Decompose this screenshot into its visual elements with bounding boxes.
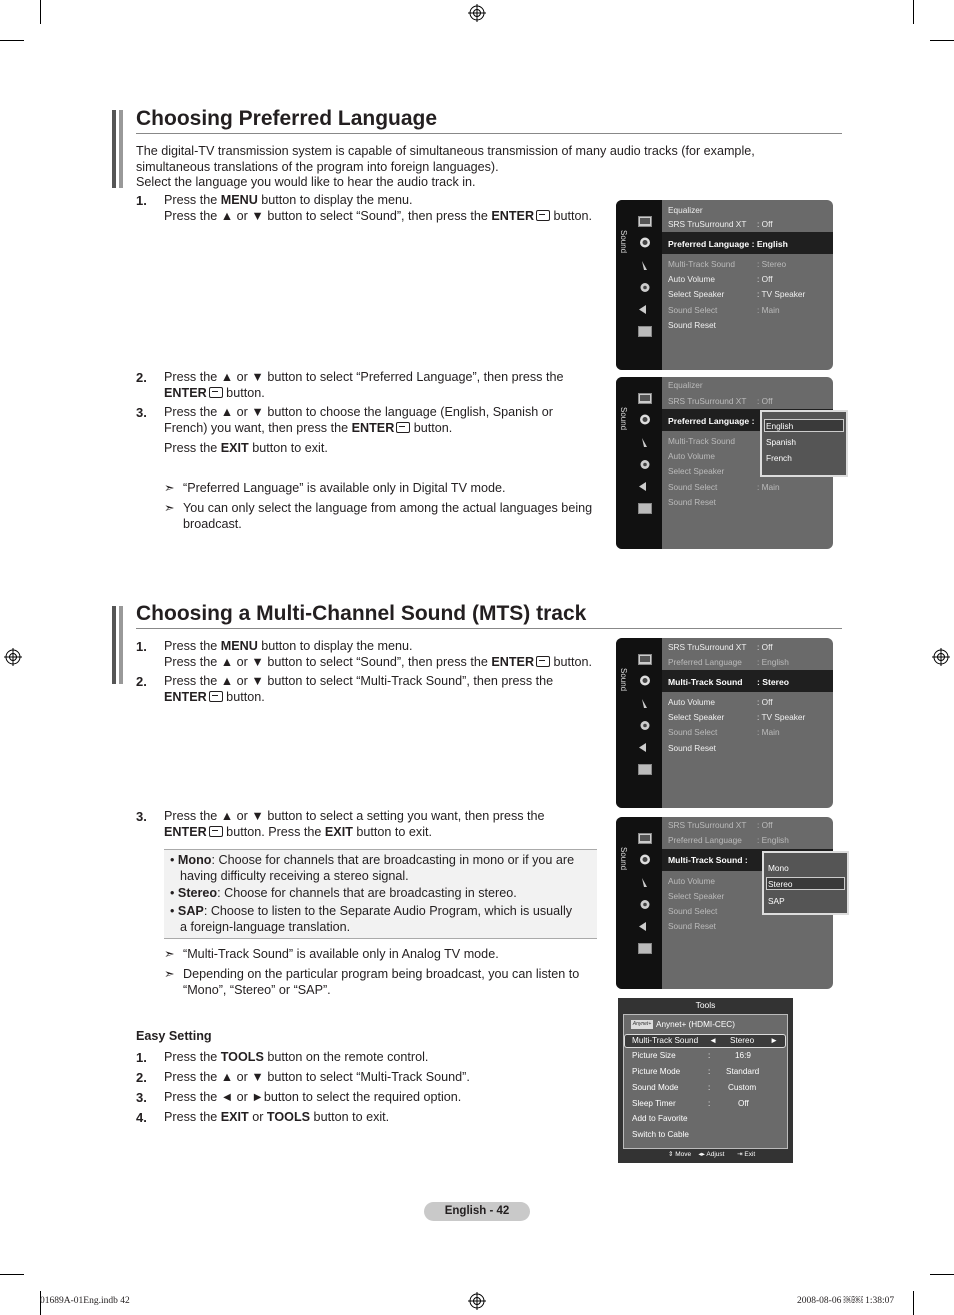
tools-row-label[interactable]: Switch to Cable <box>632 1130 689 1139</box>
section-title: Choosing a Multi-Channel Sound (MTS) track <box>136 602 587 625</box>
enter-icon <box>209 826 223 837</box>
step-number: 1. <box>136 639 147 654</box>
tools-panel <box>623 1014 788 1149</box>
channel-icon <box>638 260 652 271</box>
picture-icon <box>638 654 652 665</box>
bullet-item: • SAP: Choose to listen to the Separate Audio Program, which is usually a foreign-language translation. <box>170 904 573 934</box>
menu-sidebar: Sound <box>616 377 662 549</box>
option-spanish[interactable]: Spanish <box>766 437 796 447</box>
step-number: 2. <box>136 1070 147 1085</box>
mts-options-popup <box>762 851 849 915</box>
setup-icon <box>638 899 652 910</box>
tools-row-value: Standard <box>726 1067 760 1076</box>
input-icon <box>638 921 652 932</box>
language-options-popup <box>760 410 848 477</box>
channel-icon <box>638 698 652 709</box>
application-icon <box>638 943 652 954</box>
sound-icon <box>638 237 652 248</box>
note-arrow-icon: ➣ <box>164 947 175 961</box>
step-number: 1. <box>136 193 147 208</box>
note-arrow-icon: ➣ <box>164 967 175 981</box>
section-bar <box>119 110 123 188</box>
input-icon <box>638 742 652 753</box>
menu-row[interactable]: Preferred Language : English <box>668 835 789 845</box>
picture-icon <box>638 393 652 404</box>
tools-row-value: Stereo <box>730 1036 755 1045</box>
section-bar <box>112 110 116 188</box>
note: ➣ You can only select the language from among the actual languages being broadcast. <box>164 501 593 531</box>
file-name: 01689A-01Eng.indb 42 <box>40 1296 130 1306</box>
step-text: Press the ▲ or ▼ button to select “Multi-Track Sound”, then press the ENTER button. <box>164 674 554 704</box>
registration-mark-icon <box>468 4 486 22</box>
move-icon: ⇕ <box>668 1151 674 1158</box>
sound-icon <box>638 854 652 865</box>
menu-row[interactable]: Sound Select : Main <box>668 482 780 492</box>
menu-row[interactable]: SRS TruSurround XT : Off <box>668 820 773 830</box>
application-icon <box>638 326 652 337</box>
section-bar <box>119 606 123 684</box>
step-text: Press the ◄ or ►button to select the required option. <box>164 1090 462 1104</box>
section-title: Choosing Preferred Language <box>136 107 438 130</box>
step-text: Press the TOOLS button on the remote control. <box>164 1050 429 1064</box>
enter-icon <box>536 210 550 221</box>
intro-line: Select the language you would like to hear the audio track in. <box>136 175 476 189</box>
tools-row-label: Multi-Track Sound <box>632 1036 699 1045</box>
right-arrow-icon[interactable]: ► <box>770 1036 779 1045</box>
menu-row[interactable]: Sound Reset <box>668 497 716 507</box>
tools-row-label[interactable]: Picture Size <box>632 1051 676 1060</box>
menu-selected-label: Preferred Language : <box>668 416 755 426</box>
easy-setting-title: Easy Setting <box>136 1029 212 1043</box>
tools-row-label[interactable]: Picture Mode <box>632 1067 681 1076</box>
note: ➣ Depending on the particular program being broadcast, you can listen to “Mono”, “Stereo” or “SAP”. <box>164 967 580 997</box>
section-bar <box>112 606 116 684</box>
menu-row[interactable]: Select Speaker <box>668 466 725 476</box>
setup-icon <box>638 720 652 731</box>
menu-selected-label: Multi-Track Sound : <box>668 855 748 865</box>
menu-row[interactable]: Preferred Language : English <box>668 657 789 667</box>
left-arrow-icon[interactable]: ◄ <box>709 1036 718 1045</box>
step-number: 2. <box>136 674 147 689</box>
menu-sidebar: Sound <box>616 638 662 808</box>
note: ➣ “Preferred Language” is available only in Digital TV mode. <box>164 481 506 495</box>
tools-footer: ⇕ Move ◂▸ Adjust ⇥ Exit <box>668 1151 756 1158</box>
step-number: 4. <box>136 1110 147 1125</box>
menu-row[interactable]: Sound Select : Main <box>668 727 780 737</box>
print-date: 2008-08-06 ￼￼ 1:38:07 <box>797 1296 895 1306</box>
step-number: 3. <box>136 1090 147 1105</box>
menu-row[interactable]: Sound Reset <box>668 320 716 330</box>
section-rule <box>136 628 842 629</box>
menu-row[interactable]: Select Speaker : TV Speaker <box>668 712 806 722</box>
tools-row-sep: : <box>708 1051 711 1060</box>
picture-icon <box>638 833 652 844</box>
menu-row[interactable]: Auto Volume <box>668 876 716 886</box>
option-french[interactable]: French <box>766 453 792 463</box>
tools-row-value: Custom <box>728 1083 757 1092</box>
enter-icon <box>396 422 410 433</box>
menu-row[interactable]: SRS TruSurround XT : Off <box>668 396 773 406</box>
bullet-item: • Stereo: Choose for channels that are broadcasting in stereo. <box>170 886 517 900</box>
picture-icon <box>638 216 652 227</box>
menu-row[interactable]: Equalizer <box>668 205 703 215</box>
tools-row-value: Off <box>738 1099 749 1108</box>
setup-icon <box>638 459 652 470</box>
step-number: 3. <box>136 809 147 824</box>
enter-icon <box>209 691 223 702</box>
channel-icon <box>638 437 652 448</box>
step-number: 2. <box>136 370 147 385</box>
menu-row[interactable]: Sound Reset <box>668 743 716 753</box>
setup-icon <box>638 282 652 293</box>
tools-row-label[interactable]: Sound Mode <box>632 1083 679 1092</box>
tools-anynet[interactable]: Anynet+ (HDMI-CEC) <box>656 1020 735 1029</box>
anynet-logo-icon: Anynet+ <box>632 1021 652 1027</box>
channel-icon <box>638 877 652 888</box>
tools-row-sep: : <box>708 1099 711 1108</box>
tv-sound-menu <box>616 638 833 808</box>
step-text: Press the ▲ or ▼ button to choose the language (English, Spanish or French) you want, then press the ENTER button. Press the EXIT button to exit. <box>164 405 553 455</box>
menu-selected-label: Preferred Language : English <box>668 239 788 249</box>
tools-row-label[interactable]: Sleep Timer <box>632 1099 676 1108</box>
registration-mark-icon <box>468 1292 486 1310</box>
step-text: Press the MENU button to display the menu. Press the ▲ or ▼ button to select “Sound”, then press the ENTER button. <box>164 193 593 223</box>
menu-row[interactable]: Select Speaker : TV Speaker <box>668 289 806 299</box>
intro-line: simultaneous translations of the program into foreign languages). <box>136 159 499 174</box>
step-text: Press the ▲ or ▼ button to select a setting you want, then press the ENTER button. Press the EXIT button to exit. <box>164 809 545 839</box>
registration-mark-icon <box>932 648 950 666</box>
step-number: 3. <box>136 405 147 420</box>
application-icon <box>638 503 652 514</box>
input-icon <box>638 304 652 315</box>
menu-sidebar: Sound <box>616 817 662 989</box>
menu-row[interactable]: Auto Volume <box>668 451 716 461</box>
page-number: English - 42 <box>424 1202 530 1221</box>
sound-icon <box>638 675 652 686</box>
note-arrow-icon: ➣ <box>164 501 175 515</box>
menu-row[interactable]: Auto Volume : Off <box>668 274 773 284</box>
tools-row-sep: : <box>708 1067 711 1076</box>
menu-selected-label: Multi-Track Sound : Stereo <box>668 677 789 687</box>
menu-row[interactable]: SRS TruSurround XT : Off <box>668 642 773 652</box>
exit-icon: ⇥ <box>737 1151 743 1158</box>
option-mono[interactable]: Mono <box>768 863 789 873</box>
menu-row[interactable]: Multi-Track Sound : Stereo <box>668 259 787 269</box>
step-number: 1. <box>136 1050 147 1065</box>
sound-icon <box>638 414 652 425</box>
option-stereo[interactable]: Stereo <box>768 879 793 889</box>
adjust-icon: ◂▸ <box>698 1151 705 1158</box>
menu-row[interactable]: Multi-Track Sound <box>668 436 736 446</box>
step-text: Press the ▲ or ▼ button to select “Multi-Track Sound”. <box>164 1070 470 1084</box>
tools-row-value: 16:9 <box>735 1051 751 1060</box>
note: ➣ “Multi-Track Sound” is available only in Analog TV mode. <box>164 947 499 961</box>
option-english[interactable]: English <box>766 421 794 431</box>
intro-line: The digital-TV transmission system is capable of simultaneous transmission of many audio tracks (for example, <box>136 144 755 158</box>
tools-title: Tools <box>695 1000 716 1010</box>
menu-sidebar: Sound <box>616 200 662 370</box>
tools-row-sep: : <box>708 1083 711 1092</box>
registration-mark-icon <box>4 648 22 666</box>
menu-row[interactable]: Equalizer <box>668 380 703 390</box>
menu-row[interactable]: Sound Select : Main <box>668 305 780 315</box>
step-text: Press the EXIT or TOOLS button to exit. <box>164 1110 390 1124</box>
step-text: Press the MENU button to display the menu. Press the ▲ or ▼ button to select “Sound”, then press the ENTER button. <box>164 639 593 669</box>
enter-icon <box>209 387 223 398</box>
tools-row-label[interactable]: Add to Favorite <box>632 1114 688 1123</box>
step-text: Press the ▲ or ▼ button to select “Preferred Language”, then press the ENTER button. <box>164 370 564 400</box>
tools-menu <box>618 998 793 1163</box>
option-sap[interactable]: SAP <box>768 896 785 906</box>
menu-row[interactable]: Auto Volume : Off <box>668 697 773 707</box>
menu-row[interactable]: Select Speaker <box>668 891 725 901</box>
intro-text <box>136 144 836 191</box>
application-icon <box>638 764 652 775</box>
menu-row[interactable]: Sound Select <box>668 906 718 916</box>
menu-row[interactable]: SRS TruSurround XT : Off <box>668 219 773 229</box>
note-arrow-icon: ➣ <box>164 481 175 495</box>
menu-row[interactable]: Sound Reset <box>668 921 716 931</box>
bullet-item: • Mono: Choose for channels that are broadcasting in mono or if you are having difficulty receiving a stereo signal. <box>170 853 575 883</box>
section-rule <box>136 133 842 134</box>
input-icon <box>638 481 652 492</box>
tv-sound-menu <box>616 200 833 370</box>
enter-icon <box>536 656 550 667</box>
